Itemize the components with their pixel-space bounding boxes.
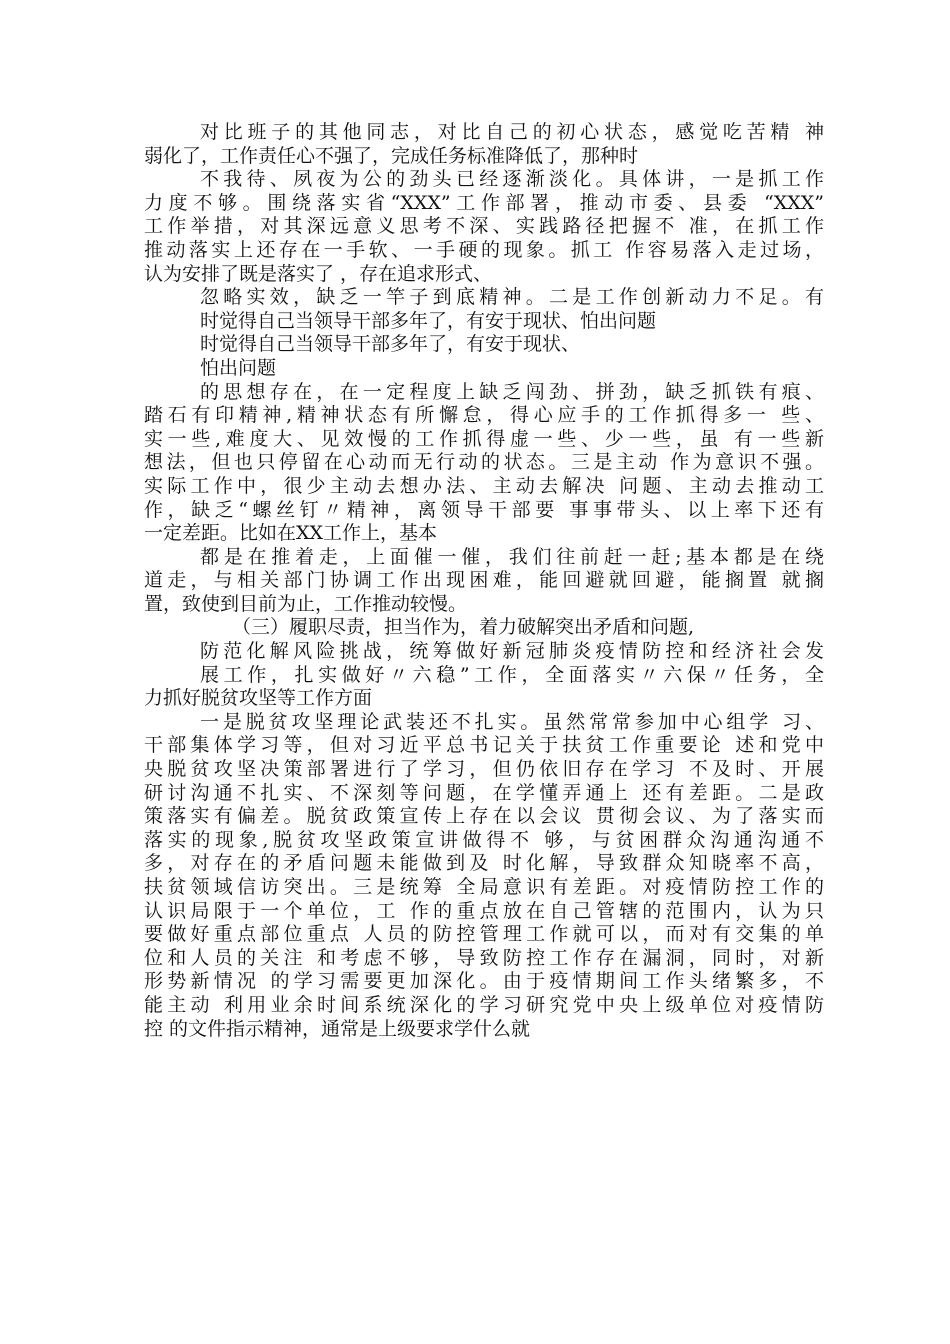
text-line: 不我待、夙夜为公的劲头已经逐渐淡化。具体讲，一是抓工作: [200, 168, 824, 191]
text-line: 形势新情况 的学习需要更加深化。由于疫情期间工作头绪繁多，不: [144, 970, 824, 993]
text-line: 踏石有印精神,精神状态有所懈怠，得心应手的工作抓得多一 些、: [144, 404, 824, 427]
text-line: 央脱贫攻坚决策部署进行了学习，但仍依旧存在学习 不及时、开展: [144, 758, 824, 781]
text-line: 要做好重点部位重点 人员的防控管理工作就可以，而对有交集的单: [144, 923, 824, 946]
text-line: 工作举措，对其深远意义思考不深、实践路径把握不 准，在抓工作: [144, 215, 824, 238]
text-line: 认识局限于一个单位，工 作的重点放在自己管辖的范围内，认为只: [144, 899, 824, 922]
text-line: 道走，与相关部门协调工作出现困难，能回避就回避，能搁置 就搁: [144, 569, 824, 592]
text-line: 忽略实效，缺乏一竿子到底精神。二是工作创新动力不足。有: [200, 286, 824, 309]
text-line: 实一些,难度大、见效慢的工作抓得虚一些、少一些，虽 有一些新: [144, 427, 824, 450]
text-line: 认为安排了既是落实了 ，存在追求形式、: [144, 262, 493, 285]
text-line: 的思想存在，在一定程度上缺乏闯劲、拼劲，缺乏抓铁有痕、: [200, 380, 824, 403]
text-line: 能主动 利用业余时间系统深化的学习研究党中央上级单位对疫情防: [144, 993, 824, 1016]
text-line: 时觉得自己当领导干部多年了，有安于现状、怕出问题: [200, 309, 657, 332]
text-line: 作，缺乏“螺丝钉〃精神，离领导干部要 事事带头、以上率下还有: [144, 498, 824, 521]
document-body: [144, 121, 824, 1041]
text-line: 一定差距。比如在XX工作上，基本: [144, 522, 438, 545]
text-line: 多，对存在的矛盾问题未能做到及 时化解，导致群众知晓率不高，: [144, 852, 824, 875]
text-line: 都是在推着走，上面催一催，我们往前赶一赶;基本都是在绕: [200, 545, 824, 568]
text-line: 控 的文件指示精神，通常是上级要求学什么就: [144, 1017, 531, 1040]
text-line: 策落实有偏差。脱贫政策宣传上存在以会议 贯彻会议、为了落实而: [144, 805, 824, 828]
text-line: 力抓好脱贫攻坚等工作方面: [144, 687, 373, 710]
text-line: 干部集体学习等，但对习近平总书记关于扶贫工作重要论 述和党中: [144, 734, 824, 757]
text-line: 研讨沟通不扎实、不深刻等问题，在学懂弄通上 还有差距。二是政: [144, 781, 824, 804]
text-line: 位和人员的关注 和考虑不够，导致防控工作存在漏洞，同时，对新: [144, 946, 824, 969]
text-line: 时觉得自己当领导干部多年了，有安于现状、: [200, 333, 581, 356]
text-line: 一是脱贫攻坚理论武装还不扎实。虽然常常参加中心组学 习、: [200, 710, 824, 733]
text-line: 想法，但也只停留在心动而无行动的状态。三是主动 作为意识不强。: [144, 451, 824, 474]
text-line: 实际工作中，很少主动去想办法、主动去解决 问题、主动去推动工: [144, 474, 824, 497]
text-line: 落实的现象,脱贫攻坚政策宣讲做得不 够，与贫困群众沟通沟通不: [144, 828, 824, 851]
text-line: 扶贫领域信访突出。三是统筹 全局意识有差距。对疫情防控工作的: [144, 876, 824, 898]
text-line: 怕出问题: [200, 356, 277, 379]
text-line: 防范化解风险挑战，统筹做好新冠肺炎疫情防控和经济社会发: [200, 640, 824, 663]
text-line: 置，致使到目前为止，工作推动较慢。: [144, 592, 468, 615]
text-line: 对比班子的其他同志，对比自己的初心状态，感觉吃苦精 神: [200, 121, 824, 143]
text-line: 展工作，扎实做好〃六稳”工作，全面落实〃六保〃任务，全: [200, 663, 824, 686]
text-line: （三）履职尽责，担当作为，着力破解突出矛盾和问题,: [232, 616, 695, 639]
text-line: 推动落实上还存在一手软、一手硬的现象。抓工 作容易落入走过场，: [144, 238, 824, 261]
text-line: 力度不够。围绕落实省“XXX”工作部署，推动市委、县委 “XXX”: [144, 191, 824, 214]
text-line: 弱化了，工作责任心不强了，完成任务标准降低了，那种时: [144, 144, 639, 167]
